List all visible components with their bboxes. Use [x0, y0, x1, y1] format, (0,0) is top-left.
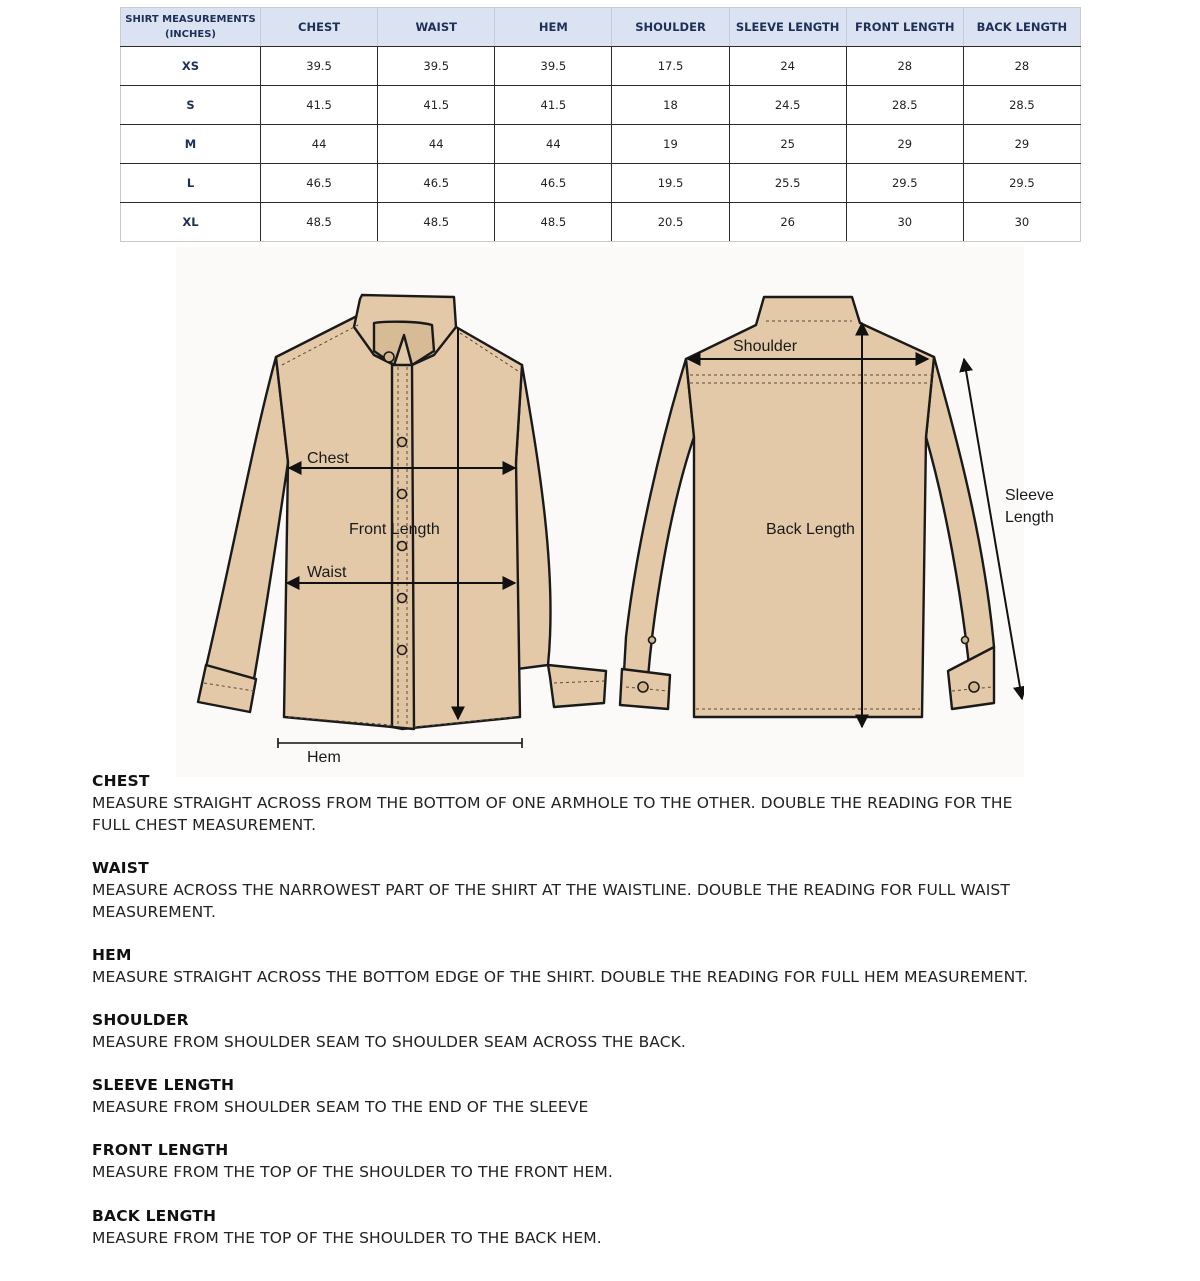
table-cell: 30 [963, 203, 1080, 242]
instruction-title: FRONT LENGTH [92, 1141, 229, 1159]
table-cell: 28 [846, 47, 963, 86]
table-header-measurements [121, 8, 261, 47]
column-header-back-length: BACK LENGTH [963, 8, 1080, 47]
table-row [121, 125, 1081, 164]
instruction-text: MEASUREMENT. [92, 903, 217, 921]
table-cell: 44 [378, 125, 495, 164]
table-cell: 26 [729, 203, 846, 242]
size-cell: S [121, 86, 261, 125]
sleeve-length-label-line2: Length [1005, 509, 1054, 526]
instruction-title: WAIST [92, 859, 149, 877]
table-row [121, 203, 1081, 242]
table-row [121, 47, 1081, 86]
hem-label: Hem [307, 749, 341, 766]
table-cell: 29.5 [846, 164, 963, 203]
table-row [121, 164, 1081, 203]
instruction-text: MEASURE ACROSS THE NARROWEST PART OF THE SHIRT AT THE WAISTLINE. DOUBLE THE READING FOR FULL WAIST [92, 881, 1010, 899]
column-header-front-length: FRONT LENGTH [846, 8, 963, 47]
size-cell: XL [121, 203, 261, 242]
table-cell: 44 [261, 125, 378, 164]
instruction-text: MEASURE FROM THE TOP OF THE SHOULDER TO THE FRONT HEM. [92, 1163, 613, 1181]
chest-label: Chest [307, 450, 349, 467]
size-cell: M [121, 125, 261, 164]
table-header-row [121, 8, 1081, 47]
sleeve-length-label-line1: Sleeve [1005, 487, 1054, 504]
instruction-sleeve-length [92, 1074, 1102, 1118]
header-line-1: SHIRT MEASUREMENTS [125, 14, 256, 25]
instruction-text: MEASURE FROM SHOULDER SEAM TO SHOULDER SEAM ACROSS THE BACK. [92, 1033, 686, 1051]
table-cell: 29.5 [963, 164, 1080, 203]
size-cell: XS [121, 47, 261, 86]
column-header-chest: CHEST [261, 8, 378, 47]
table-cell: 29 [846, 125, 963, 164]
column-header-shoulder: SHOULDER [612, 8, 729, 47]
instruction-front-length [92, 1139, 1102, 1183]
table-cell: 24.5 [729, 86, 846, 125]
instruction-title: SHOULDER [92, 1011, 189, 1029]
instruction-hem [92, 944, 1102, 988]
table-cell: 18 [612, 86, 729, 125]
instruction-text: MEASURE FROM SHOULDER SEAM TO THE END OF THE SLEEVE [92, 1098, 589, 1116]
table-cell: 41.5 [378, 86, 495, 125]
instruction-title: HEM [92, 946, 132, 964]
table-cell: 19.5 [612, 164, 729, 203]
column-header-waist: WAIST [378, 8, 495, 47]
table-cell: 39.5 [261, 47, 378, 86]
table-row [121, 86, 1081, 125]
instruction-text: MEASURE FROM THE TOP OF THE SHOULDER TO THE BACK HEM. [92, 1229, 602, 1247]
table-cell: 39.5 [495, 47, 612, 86]
instruction-title: CHEST [92, 772, 150, 790]
table-cell: 28.5 [963, 86, 1080, 125]
table-cell: 25 [729, 125, 846, 164]
instruction-back-length [92, 1205, 1102, 1249]
back-length-label: Back Length [766, 521, 855, 538]
table-cell: 39.5 [378, 47, 495, 86]
table-cell: 48.5 [378, 203, 495, 242]
column-header-sleeve-length: SLEEVE LENGTH [729, 8, 846, 47]
column-header-hem: HEM [495, 8, 612, 47]
table-cell: 46.5 [495, 164, 612, 203]
instruction-title: SLEEVE LENGTH [92, 1076, 235, 1094]
table-cell: 28 [963, 47, 1080, 86]
table-cell: 17.5 [612, 47, 729, 86]
table-cell: 46.5 [261, 164, 378, 203]
header-line-2: (INCHES) [165, 29, 216, 40]
table-cell: 30 [846, 203, 963, 242]
table-cell: 29 [963, 125, 1080, 164]
shirt-measurement-diagram [176, 247, 1054, 777]
size-cell: L [121, 164, 261, 203]
instruction-text: FULL CHEST MEASUREMENT. [92, 816, 317, 834]
waist-label: Waist [307, 564, 347, 581]
table-cell: 41.5 [495, 86, 612, 125]
table-cell: 24 [729, 47, 846, 86]
table-cell: 48.5 [495, 203, 612, 242]
instruction-text: MEASURE STRAIGHT ACROSS THE BOTTOM EDGE OF THE SHIRT. DOUBLE THE READING FOR FULL HEM MEASUREMENT. [92, 968, 1029, 986]
instruction-title: BACK LENGTH [92, 1207, 217, 1225]
table-cell: 19 [612, 125, 729, 164]
table-cell: 25.5 [729, 164, 846, 203]
instruction-waist [92, 857, 1102, 923]
instruction-shoulder [92, 1009, 1102, 1053]
shoulder-label: Shoulder [733, 338, 798, 355]
table-cell: 28.5 [846, 86, 963, 125]
front-length-label: Front Length [349, 521, 440, 538]
table-cell: 48.5 [261, 203, 378, 242]
table-cell: 20.5 [612, 203, 729, 242]
table-cell: 44 [495, 125, 612, 164]
table-cell: 46.5 [378, 164, 495, 203]
size-chart-table [120, 7, 1081, 242]
instruction-chest [92, 770, 1102, 836]
shirt-illustration [176, 247, 1024, 777]
instruction-text: MEASURE STRAIGHT ACROSS FROM THE BOTTOM OF ONE ARMHOLE TO THE OTHER. DOUBLE THE READING FOR THE [92, 794, 1013, 812]
table-cell: 41.5 [261, 86, 378, 125]
